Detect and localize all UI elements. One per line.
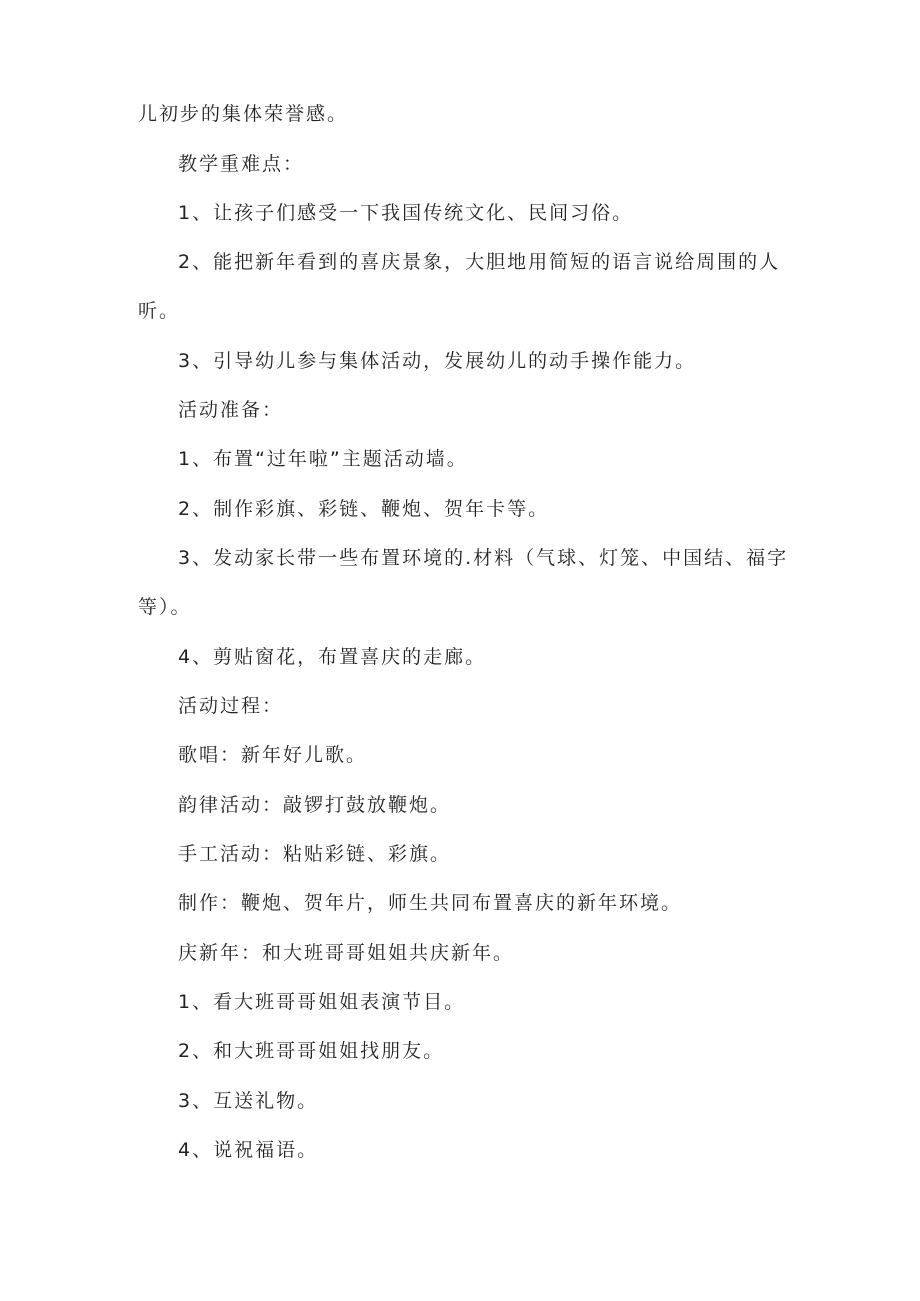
celebrate-item-3: 3、互送礼物。 (178, 1090, 319, 1112)
preparation-item-3: 3、发动家长带一些布置环境的.材料（气球、灯笼、中国结、福字 (178, 547, 789, 569)
difficulty-item-1: 1、让孩子们感受一下我国传统文化、民间习俗。 (178, 202, 634, 224)
preparation-item-4: 4、剪贴窗花，布置喜庆的走廊。 (178, 646, 487, 668)
section-heading-activity-process: 活动过程： (178, 695, 284, 717)
difficulty-item-2-continuation: 听。 (138, 300, 181, 322)
process-handcraft-activity: 手工活动：粘贴彩链、彩旗。 (178, 843, 452, 865)
difficulty-item-2: 2、能把新年看到的喜庆景象，大胆地用简短的语言说给周围的人 (178, 251, 781, 273)
celebrate-item-2: 2、和大班哥哥姐姐找朋友。 (178, 1040, 445, 1062)
difficulty-item-3: 3、引导幼儿参与集体活动，发展幼儿的动手操作能力。 (178, 350, 697, 372)
process-rhythm-activity: 韵律活动：敲锣打鼓放鞭炮。 (178, 794, 452, 816)
celebrate-item-4: 4、说祝福语。 (178, 1139, 319, 1161)
preparation-item-1: 1、布置“过年啦”主题活动墙。 (178, 448, 468, 470)
section-heading-teaching-difficulties: 教学重难点： (178, 153, 305, 175)
preparation-item-3-continuation: 等）。 (138, 596, 192, 618)
process-singing: 歌唱：新年好儿歌。 (178, 744, 368, 766)
process-celebrate-new-year: 庆新年：和大班哥哥姐姐共庆新年。 (178, 942, 515, 964)
celebrate-item-1: 1、看大班哥哥姐姐表演节目。 (178, 991, 466, 1013)
section-heading-activity-preparation: 活动准备： (178, 399, 284, 421)
preparation-item-2: 2、制作彩旗、彩链、鞭炮、贺年卡等。 (178, 498, 550, 520)
text-line-continuation: 儿初步的集体荣誉感。 (138, 103, 349, 125)
process-making: 制作：鞭炮、贺年片，师生共同布置喜庆的新年环境。 (178, 892, 683, 914)
